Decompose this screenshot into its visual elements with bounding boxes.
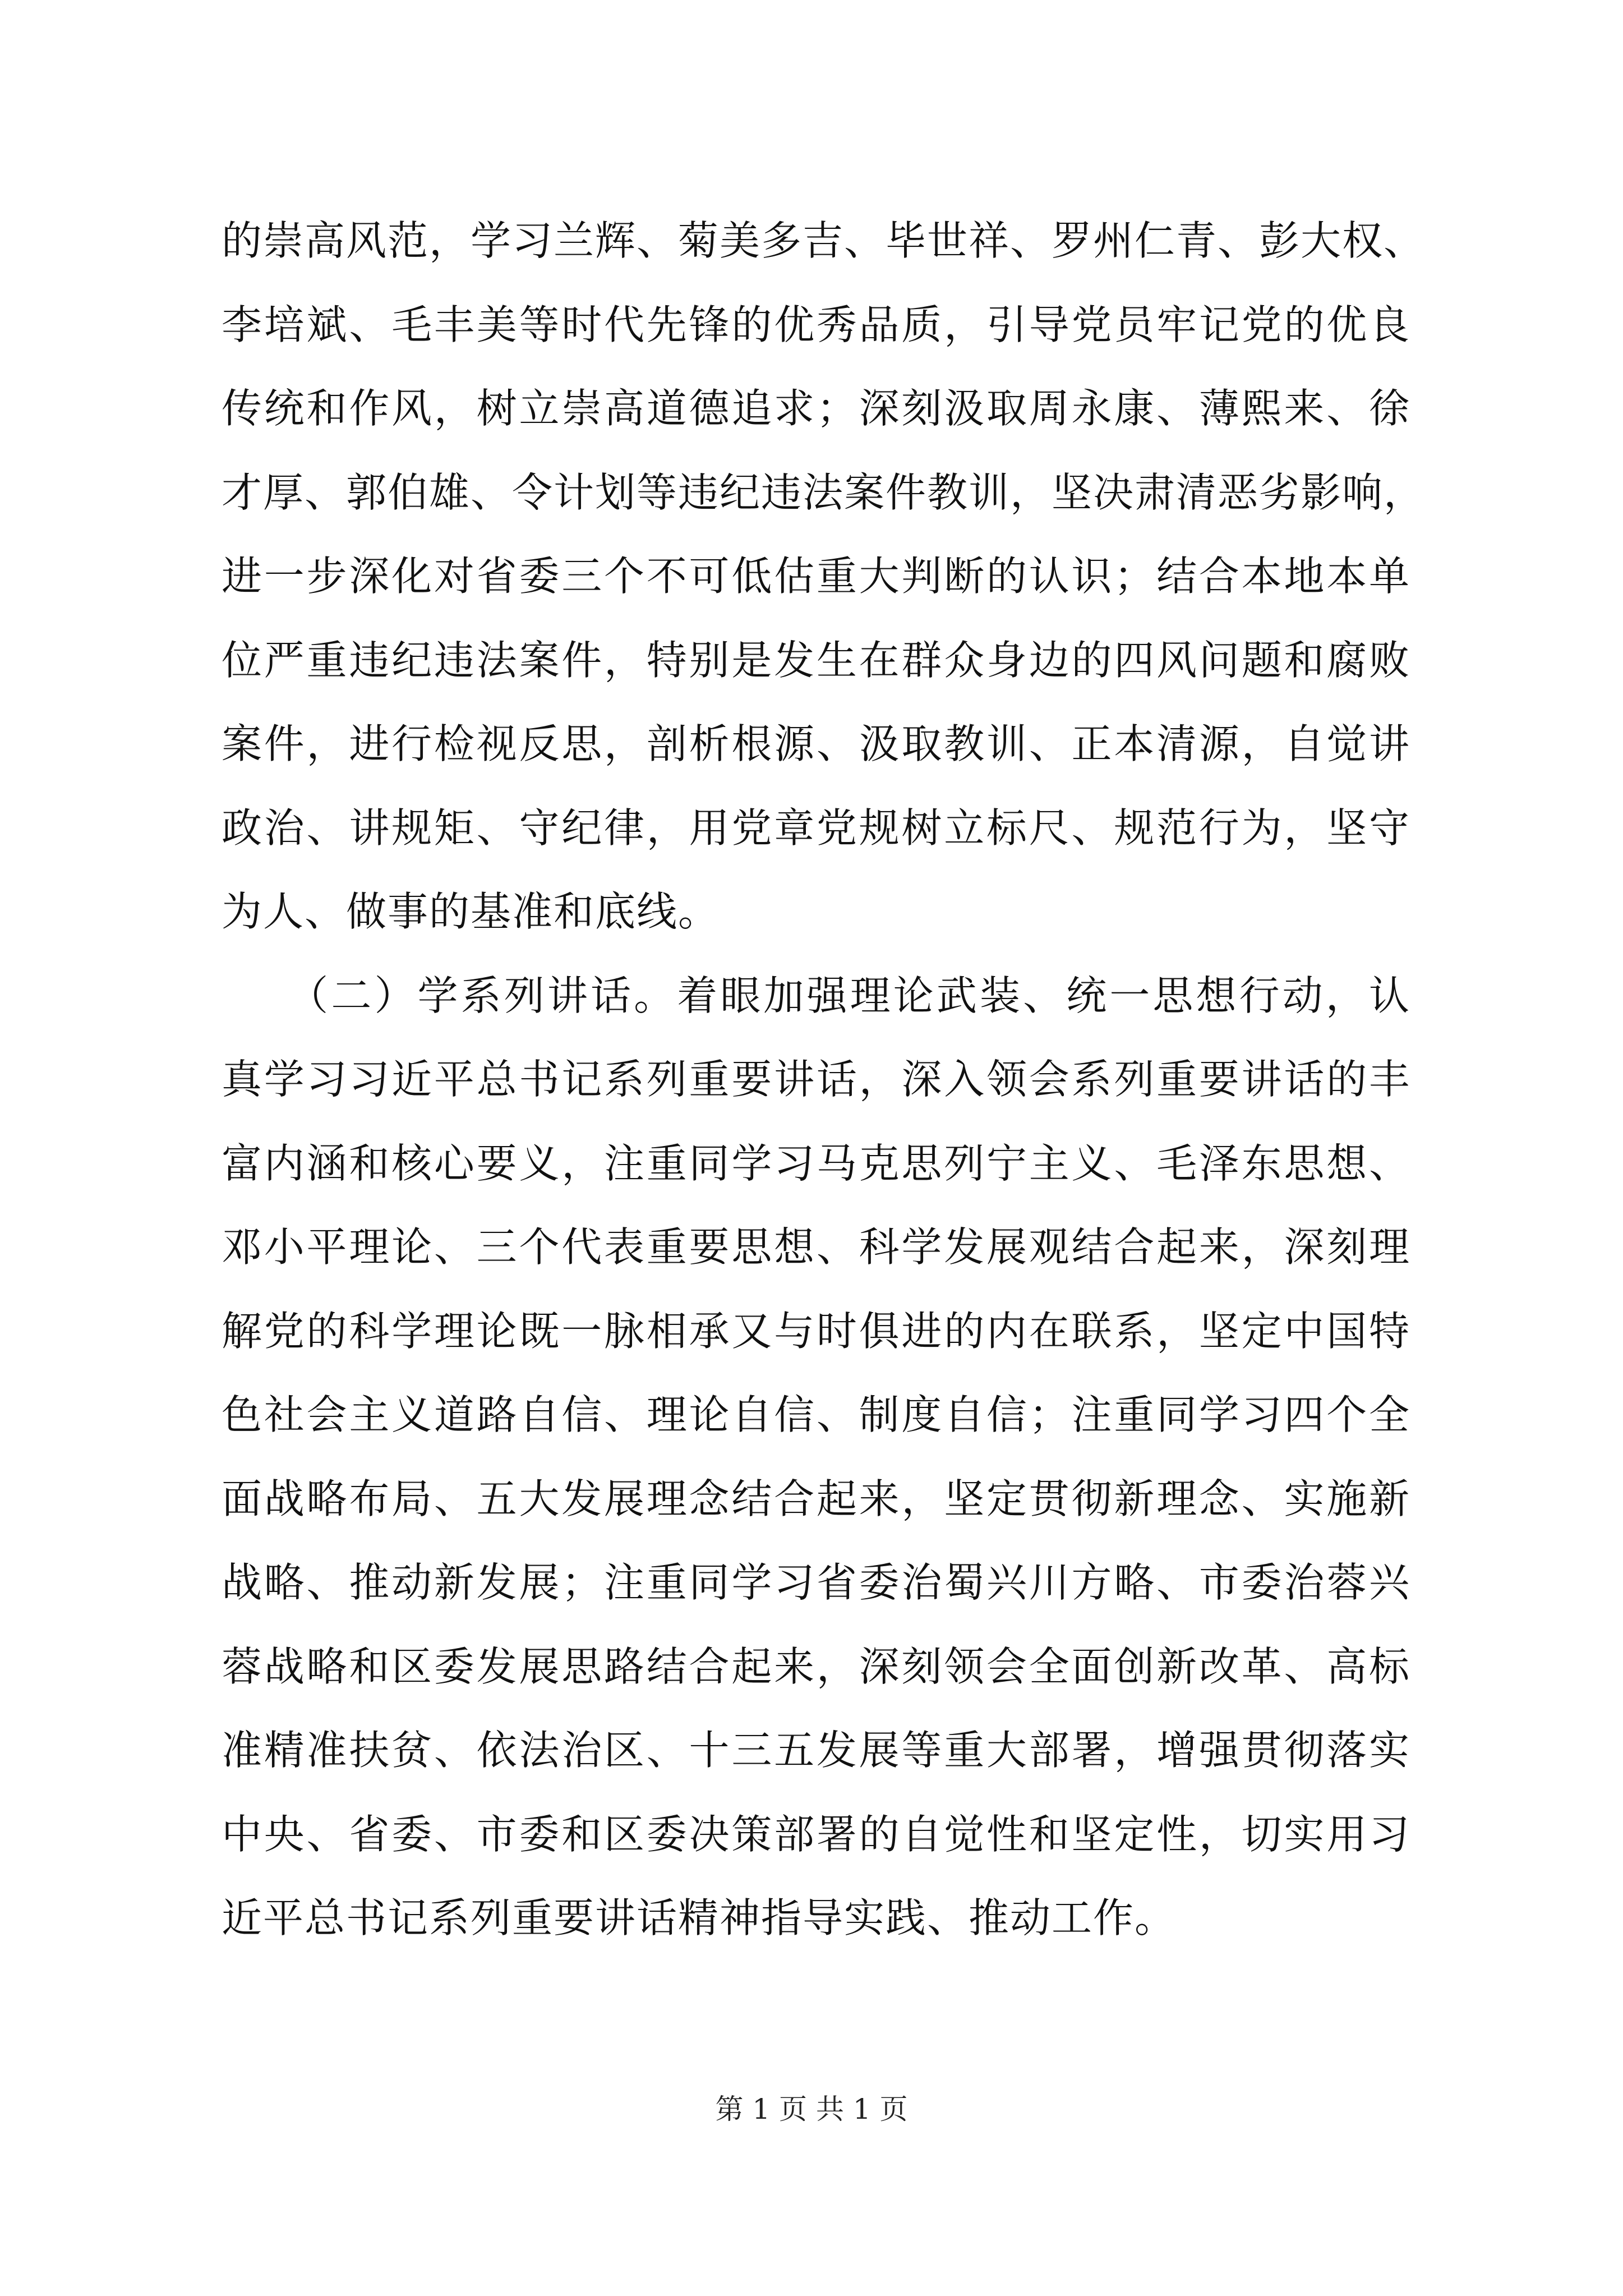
text-line: 近平总书记系列重要讲话精神指导实践、推动工作。 xyxy=(222,1894,1177,1941)
text-line: 进一步深化对省委三个不可低估重大判断的认识；结合本地本单 xyxy=(222,553,1410,600)
text-line: 李培斌、毛丰美等时代先锋的优秀品质，引导党员牢记党的优良 xyxy=(222,301,1410,348)
text-line: 准精准扶贫、依法治区、十三五发展等重大部署，增强贯彻落实 xyxy=(222,1727,1410,1774)
text-line: 蓉战略和区委发展思路结合起来，深刻领会全面创新改革、高标 xyxy=(222,1642,1410,1690)
text-line: 富内涵和核心要义，注重同学习马克思列宁主义、毛泽东思想、 xyxy=(222,1139,1410,1187)
text-line: 为人、做事的基准和底线。 xyxy=(222,888,720,935)
text-line: 中央、省委、市委和区委决策部署的自觉性和坚定性，切实用习 xyxy=(222,1810,1410,1858)
text-line: 面战略布局、五大发展理念结合起来，坚定贯彻新理念、实施新 xyxy=(222,1475,1410,1522)
text-line: 案件，进行检视反思，剖析根源、汲取教训、正本清源，自觉讲 xyxy=(222,720,1410,767)
text-line: 的崇高风范，学习兰辉、菊美多吉、毕世祥、罗州仁青、彭大权、 xyxy=(222,217,1426,264)
text-line: 政治、讲规矩、守纪律，用党章党规树立标尺、规范行为，坚守 xyxy=(222,804,1410,852)
text-line: 色社会主义道路自信、理论自信、制度自信；注重同学习四个全 xyxy=(222,1391,1410,1438)
text-line: 解党的科学理论既一脉相承又与时俱进的内在联系，坚定中国特 xyxy=(222,1307,1410,1355)
text-line: 才厚、郭伯雄、令计划等违纪违法案件教训，坚决肃清恶劣影响， xyxy=(222,468,1426,516)
text-line: 战略、推动新发展；注重同学习省委治蜀兴川方略、市委治蓉兴 xyxy=(222,1559,1410,1606)
page-footer: 第 1 页 共 1 页 xyxy=(715,2093,908,2125)
text-line: 位严重违纪违法案件，特别是发生在群众身边的四风问题和腐败 xyxy=(222,636,1410,684)
body-text xyxy=(222,199,1426,1961)
text-line: 邓小平理论、三个代表重要思想、科学发展观结合起来，深刻理 xyxy=(222,1223,1410,1271)
text-line: 真学习习近平总书记系列重要讲话，深入领会系列重要讲话的丰 xyxy=(222,1056,1410,1103)
text-line: （二）学系列讲话。着眼加强理论武装、统一思想行动，认 xyxy=(222,972,1410,1019)
text-line: 传统和作风，树立崇高道德追求；深刻汲取周永康、薄熙来、徐 xyxy=(222,385,1410,432)
